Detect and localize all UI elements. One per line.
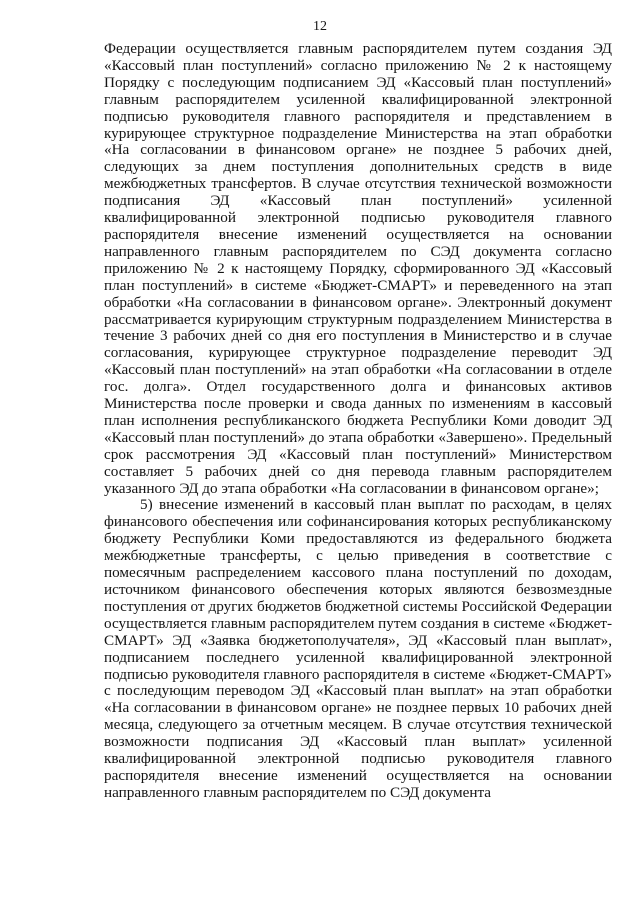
document-body [104,41,612,802]
paragraph-continuation: Федерации осуществляется главным распорядителем путем создания ЭД «Кассовый план поступлений» согласно приложению № 2 к настоящему Порядку с последующим подписанием ЭД «Кассовый план поступлений» главным распорядителем усиленной квалифицированной электронной подписью руководителя главного распорядителя и представлением в курирующее структурное подразделение Министерства на этап обработки «На согласовании в финансовом органе» не позднее 5 рабочих дней, следующих за днем поступления дополнительных средств в виде межбюджетных трансфертов. В случае отсутствия технической возможности подписания ЭД «Кассовый план поступлений» усиленной квалифицированной электронной подписью руководителя главного распорядителя внесение изменений осуществляется на основании направленного главным распорядителем по СЭД документа согласно приложению № 2 к настоящему Порядку, сформированного ЭД «Кассовый план поступлений» в системе «Бюджет-СМАРТ» и переведенного на этап обработки «На согласовании в финансовом органе». Электронный документ рассматривается курирующим структурным подразделением Министерства в течение 3 рабочих дней со дня его поступления в Министерство и в случае согласования, курирующее структурное подразделение переводит ЭД «Кассовый план поступлений» на этап обработки «На согласовании в отделе гос. долга». Отдел государственного долга и финансовых активов Министерства после проверки и свода данных по изменениям в кассовый план исполнения республиканского бюджета Республики Коми доводит ЭД «Кассовый план поступлений» до этапа обработки «Завершено». Предельный срок рассмотрения ЭД «Кассовый план поступлений» Министерством составляет 5 рабочих дней со дня перевода главным распорядителем указанного ЭД до этапа обработки «На согласовании в финансовом органе»; [104,40,612,497]
page-number: 12 [313,19,327,34]
paragraph-item-5: 5) внесение изменений в кассовый план выплат по расходам, в целях финансового обеспечения или софинансирования которых республиканскому бюджету Республики Коми предоставляются из федерального бюджета межбюджетные трансферты, с целью приведения в соответствие с помесячным распределением кассового плана поступлений по доходам, источником финансового обеспечения которых являются безвозмездные поступления от других бюджетов бюджетной системы Российской Федерации осуществляется главным распорядителем путем создания в системе «Бюджет-СМАРТ» ЭД «Заявка бюджетополучателя», ЭД «Кассовый план выплат», подписанием последнего усиленной квалифицированной электронной подписью руководителя главного распорядителя в системе «Бюджет-СМАРТ» с последующим переводом ЭД «Кассовый план выплат» на этап обработки «На согласовании в финансовом органе» не позднее первых 10 рабочих дней месяца, следующего за отчетным месяцем. В случае отсутствия технической возможности подписания ЭД «Кассовый план выплат» усиленной квалифицированной электронной подписью руководителя главного распорядителя внесение изменений осуществляется на основании направленного главным распорядителем по СЭД документа [104,496,612,801]
